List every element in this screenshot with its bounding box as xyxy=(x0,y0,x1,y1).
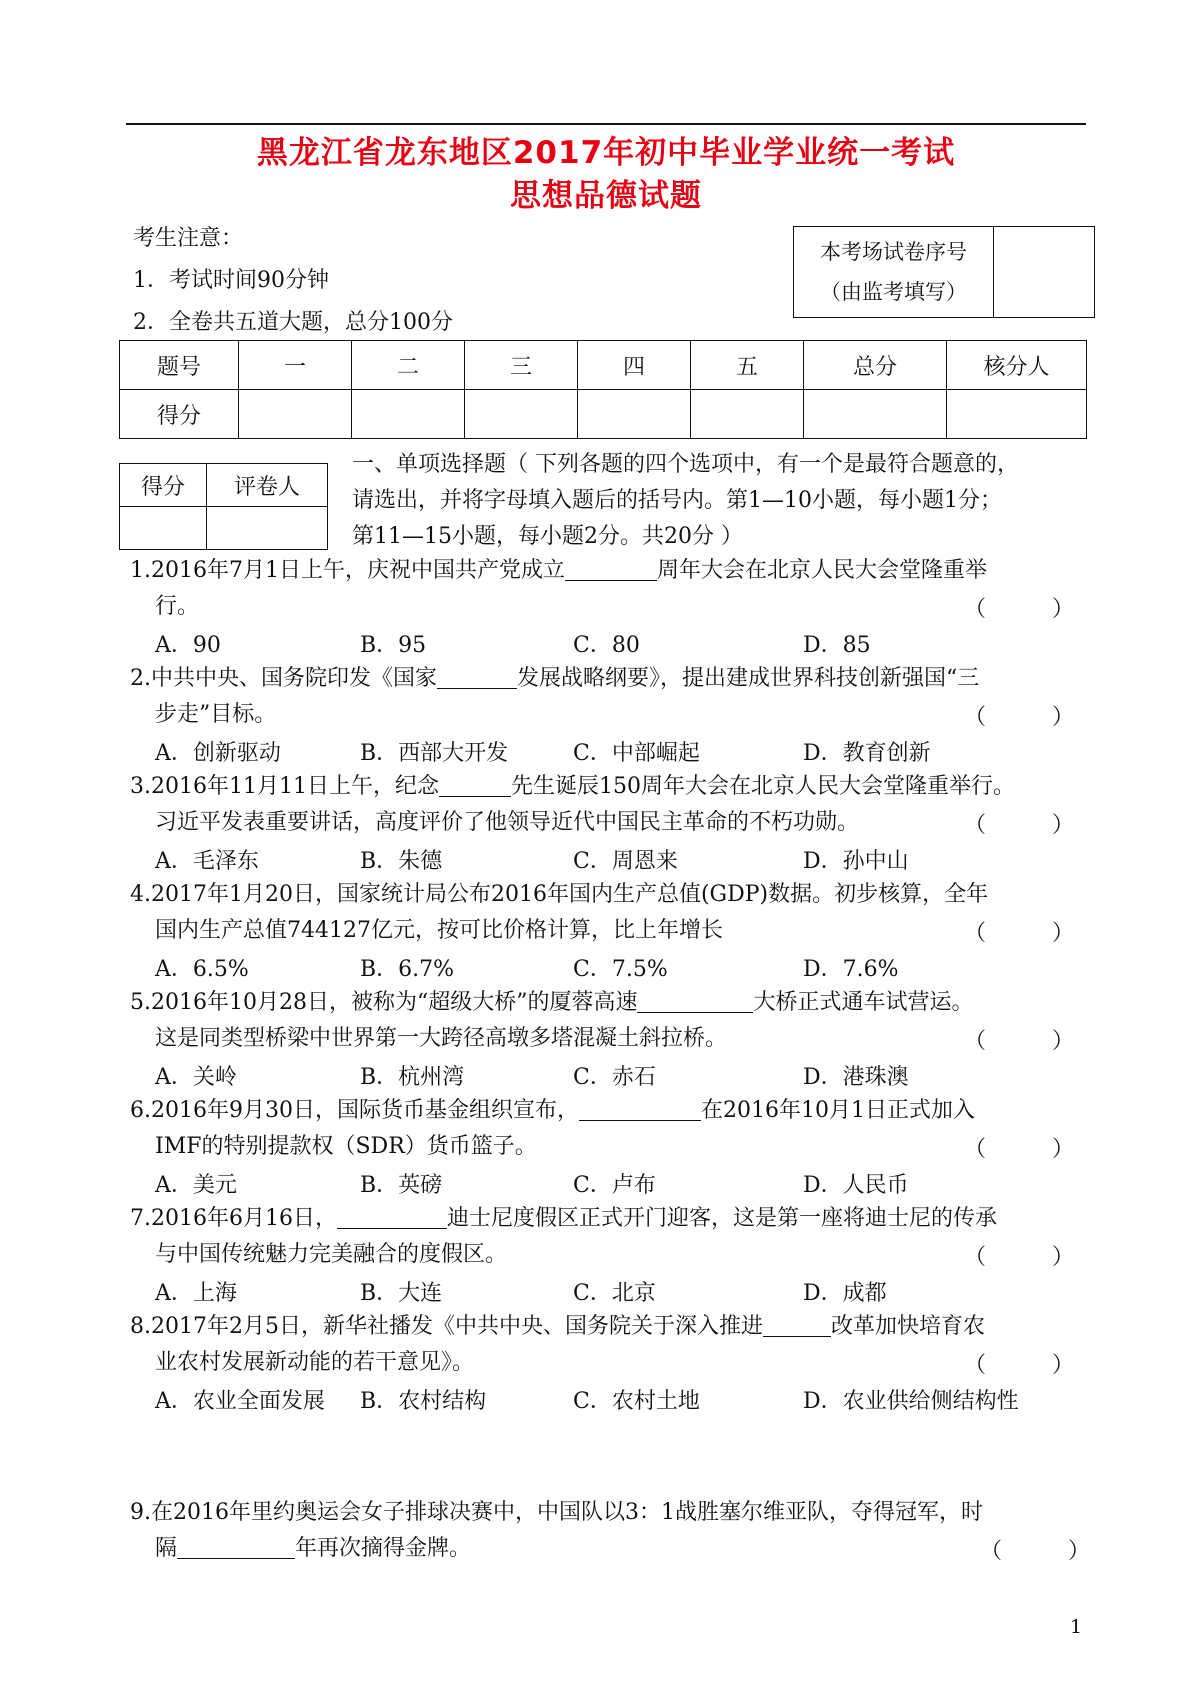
score-cell[interactable] xyxy=(947,390,1087,439)
option-d: D．教育创新 xyxy=(803,741,931,766)
answer-bracket[interactable]: （ ） xyxy=(963,597,1074,622)
question-1-line2: 行。 xyxy=(155,594,200,619)
question-9-line1: 9.在2016年里约奥运会女子排球决赛中，中国队以3：1战胜塞尔维亚队，夺得冠军，时 xyxy=(130,1500,983,1525)
seat-number-label: 本考场试卷序号 （由监考填写） xyxy=(794,227,994,318)
grader-name-label: 评卷人 xyxy=(207,464,328,507)
question-7-line1: 7.2016年6月16日， 迪士尼度假区正式开门迎客，这是第一座将迪士尼的传承 xyxy=(130,1206,997,1231)
answer-bracket[interactable]: （ ） xyxy=(963,813,1074,838)
answer-bracket[interactable]: （ ） xyxy=(963,1137,1074,1162)
grader-score-label: 得分 xyxy=(120,464,207,507)
grader-box xyxy=(119,463,328,550)
seat-number-box xyxy=(793,226,1095,318)
option-c: C．周恩来 xyxy=(573,849,678,874)
score-table-score-row xyxy=(120,390,1087,439)
option-a: A．关岭 xyxy=(155,1065,237,1090)
score-cell[interactable] xyxy=(465,390,578,439)
question-7-line2: 与中国传统魅力完美融合的度假区。 xyxy=(155,1242,508,1267)
question-4-line1: 4.2017年1月20日，国家统计局公布2016年国内生产总值(GDP)数据。初步核算，全年 xyxy=(130,882,989,907)
question-8-line2: 业农村发展新动能的若干意见》。 xyxy=(155,1350,475,1375)
option-b: B．农村结构 xyxy=(360,1389,487,1414)
page-number: 1 xyxy=(1070,1616,1083,1638)
score-cell[interactable] xyxy=(578,390,691,439)
answer-blank xyxy=(177,1538,295,1559)
option-c: C．80 xyxy=(573,633,640,658)
exam-subtitle: 思想品德试题 xyxy=(510,178,702,214)
option-b: B．英磅 xyxy=(360,1173,443,1198)
answer-bracket[interactable]: （ ） xyxy=(963,921,1074,946)
question-6-line1: 6.2016年9月30日，国际货币基金组织宣布， 在2016年10月1日正式加入 xyxy=(130,1098,975,1123)
notice-heading: 考生注意： xyxy=(133,226,244,251)
option-c: C．中部崛起 xyxy=(573,741,700,766)
answer-blank xyxy=(579,1100,701,1121)
exam-title: 黑龙江省龙东地区2017年初中毕业学业统一考试 xyxy=(256,135,956,171)
section1-instructions-line1: 一、单项选择题（ 下列各题的四个选项中，有一个是最符合题意的， xyxy=(352,452,1019,477)
answer-blank xyxy=(763,1316,831,1337)
score-header-cell: 三 xyxy=(465,341,578,390)
option-d: D．7.6% xyxy=(803,957,899,982)
option-b: B．95 xyxy=(360,633,427,658)
option-c: C．农村土地 xyxy=(573,1389,700,1414)
score-table-header-row xyxy=(120,341,1087,390)
option-d: D．成都 xyxy=(803,1281,887,1306)
option-c: C．赤石 xyxy=(573,1065,656,1090)
header-rule xyxy=(126,123,1086,125)
option-d: D．农业供给侧结构性 xyxy=(803,1389,1019,1414)
option-b: B．西部大开发 xyxy=(360,741,509,766)
question-9-line2: 隔 年再次摘得金牌。 xyxy=(155,1536,472,1561)
option-d: D．85 xyxy=(803,633,871,658)
score-header-cell: 五 xyxy=(691,341,804,390)
option-d: D．孙中山 xyxy=(803,849,909,874)
option-a: A．6.5% xyxy=(155,957,249,982)
answer-blank xyxy=(565,560,657,581)
score-cell[interactable] xyxy=(804,390,947,439)
question-5-line1: 5.2016年10月28日，被称为“超级大桥”的厦蓉高速 大桥正式通车试营运。 xyxy=(130,990,974,1015)
option-c: C．北京 xyxy=(573,1281,656,1306)
score-cell[interactable] xyxy=(691,390,804,439)
question-3-line2: 习近平发表重要讲话，高度评价了他领导近代中国民主革命的不朽功勋。 xyxy=(155,810,860,835)
notice-item-2: 2．全卷共五道大题，总分100分 xyxy=(133,310,453,335)
grader-name-field[interactable] xyxy=(207,507,328,550)
option-c: C．卢布 xyxy=(573,1173,656,1198)
option-c: C．7.5% xyxy=(573,957,668,982)
option-a: A．毛泽东 xyxy=(155,849,259,874)
score-table xyxy=(119,340,1087,439)
option-b: B．6.7% xyxy=(360,957,455,982)
option-a: A．90 xyxy=(155,633,221,658)
option-b: B．朱德 xyxy=(360,849,443,874)
option-d: D．人民币 xyxy=(803,1173,909,1198)
grader-score-field[interactable] xyxy=(120,507,207,550)
score-cell[interactable] xyxy=(239,390,352,439)
option-a: A．美元 xyxy=(155,1173,237,1198)
answer-bracket[interactable]: （ ） xyxy=(963,1353,1074,1378)
answer-bracket[interactable]: （ ） xyxy=(979,1539,1090,1564)
score-header-cell: 总分 xyxy=(804,341,947,390)
section1-instructions-line3: 第11—15小题，每小题2分。共20分 ） xyxy=(352,524,743,549)
question-2-line2: 步走”目标。 xyxy=(155,702,277,727)
answer-blank xyxy=(439,776,511,797)
answer-bracket[interactable]: （ ） xyxy=(963,1029,1074,1054)
option-a: A．上海 xyxy=(155,1281,237,1306)
question-3-line1: 3.2016年11月11日上午，纪念 先生诞辰150周年大会在北京人民大会堂隆重举行。 xyxy=(130,774,1015,799)
score-cell[interactable] xyxy=(352,390,465,439)
answer-bracket[interactable]: （ ） xyxy=(963,705,1074,730)
answer-blank xyxy=(337,1208,447,1229)
answer-bracket[interactable]: （ ） xyxy=(963,1245,1074,1270)
seat-number-field[interactable] xyxy=(994,227,1095,318)
question-6-line2: IMF的特别提款权（SDR）货币篮子。 xyxy=(155,1134,537,1159)
option-a: A．创新驱动 xyxy=(155,741,281,766)
option-b: B．杭州湾 xyxy=(360,1065,465,1090)
question-4-line2: 国内生产总值744127亿元，按可比价格计算，比上年增长 xyxy=(155,918,723,943)
question-1-line1: 1.2016年7月1日上午，庆祝中国共产党成立 周年大会在北京人民大会堂隆重举 xyxy=(130,558,987,583)
score-header-cell: 四 xyxy=(578,341,691,390)
notice-item-1: 1．考试时间90分钟 xyxy=(133,268,329,293)
option-a: A．农业全面发展 xyxy=(155,1389,325,1414)
score-row-label: 得分 xyxy=(120,390,239,439)
score-header-cell: 核分人 xyxy=(947,341,1087,390)
score-header-cell: 题号 xyxy=(120,341,239,390)
option-d: D．港珠澳 xyxy=(803,1065,909,1090)
score-header-cell: 二 xyxy=(352,341,465,390)
answer-blank xyxy=(637,992,753,1013)
question-2-line1: 2.中共中央、国务院印发《国家 发展战略纲要》，提出建成世界科技创新强国“三 xyxy=(130,666,980,691)
score-header-cell: 一 xyxy=(239,341,352,390)
option-b: B．大连 xyxy=(360,1281,443,1306)
question-5-line2: 这是同类型桥梁中世界第一大跨径高墩多塔混凝土斜拉桥。 xyxy=(155,1026,728,1051)
question-8-line1: 8.2017年2月5日，新华社播发《中共中央、国务院关于深入推进 改革加快培育农 xyxy=(130,1314,985,1339)
section1-instructions-line2: 请选出，并将字母填入题后的括号内。第1—10小题，每小题1分； xyxy=(352,488,1002,513)
answer-blank xyxy=(437,668,517,689)
